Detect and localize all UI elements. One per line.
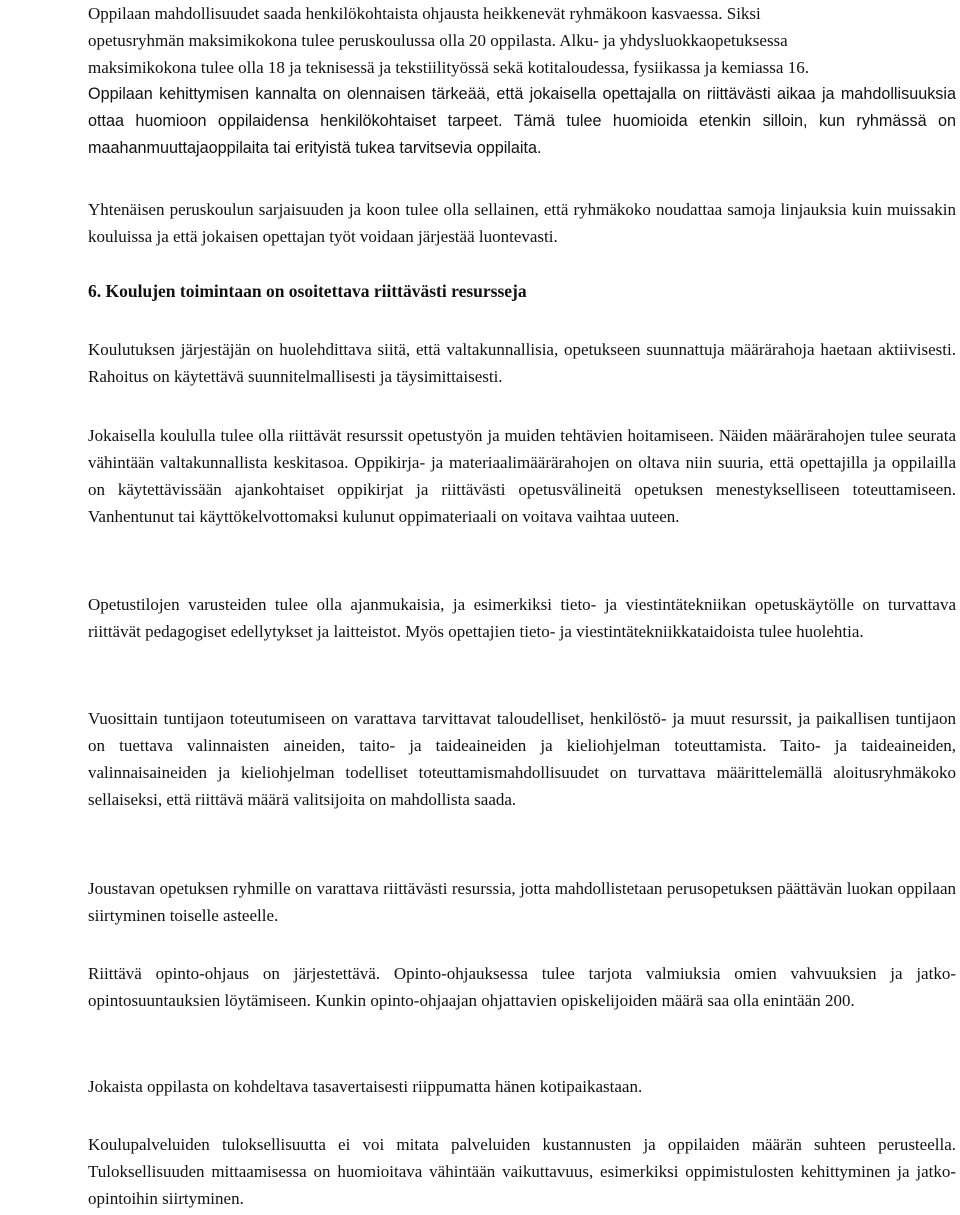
paragraph-9-text: Koulupalveluiden tuloksellisuutta ei voi mitata palveluiden kustannusten ja oppilaiden määrän suhteen perusteella. Tuloksellisuuden mittaamisessa on huomioitava vähintään vaikuttavuus, esimerkiksi oppimistulosten kehittyminen ja jatko-opintoihin siirtyminen.	[88, 1135, 956, 1208]
intro-paragraph	[88, 0, 956, 162]
paragraph-8	[88, 1073, 956, 1100]
paragraph-8-text: Jokaista oppilasta on kohdeltava tasavertaisesti riippumatta hänen kotipaikastaan.	[88, 1077, 643, 1096]
paragraph-3-text: Jokaisella koululla tulee olla riittävät resurssit opetustyön ja muiden tehtävien hoitamiseen. Näiden määrärahojen tulee seurata vähintään valtakunnallista keskitasoa. Oppikirja- ja materiaalimäärärahojen on oltava niin suuria, että opettajilla ja oppilailla on käytettävissään ajankohtaiset oppikirjat ja riittävästi opetusvälineitä opetuksen menestykselliseen toteuttamiseen. Vanhentunut tai käyttökelvottomaksi kulunut oppimateriaali on voitava vaihtaa uuteen.	[88, 426, 956, 526]
paragraph-3	[88, 422, 956, 530]
paragraph-4	[88, 591, 956, 645]
paragraph-6	[88, 875, 956, 929]
intro-line-2: opetusryhmän maksimikokona tulee peruskoulussa olla 20 oppilasta. Alku- ja yhdysluokkaopetuksessa	[88, 31, 788, 50]
paragraph-1	[88, 196, 956, 250]
paragraph-1-text: Yhtenäisen peruskoulun sarjaisuuden ja koon tulee olla sellainen, että ryhmäkoko noudattaa samoja linjauksia kuin muissakin kouluissa ja että jokaisen opettajan työt voidaan järjestää luontevasti.	[88, 200, 956, 246]
intro-sans-text: Oppilaan kehittymisen kannalta on olennaisen tärkeää, että jokaisella opettajalla on riittävästi aikaa ja mahdollisuuksia ottaa huomioon oppilaidensa henkilökohtaiset tarpeet. Tämä tulee huomioida etenkin silloin, kun ryhmässä on maahanmuuttajaoppilaita tai erityistä tukea tarvitsevia oppilaita.	[88, 85, 956, 157]
paragraph-4-text: Opetustilojen varusteiden tulee olla ajanmukaisia, ja esimerkiksi tieto- ja viestintätekniikan opetuskäytölle on turvattava riittävät pedagogiset edellytykset ja laitteistot. Myös opettajien tieto- ja viestintätekniikkataidoista tulee huolehtia.	[88, 595, 956, 641]
paragraph-2-text: Koulutuksen järjestäjän on huolehdittava siitä, että valtakunnallisia, opetukseen suunnattuja määrärahoja haetaan aktiivisesti. Rahoitus on käytettävä suunnitelmallisesti ja täysimittaisesti.	[88, 340, 956, 386]
paragraph-7	[88, 960, 956, 1014]
paragraph-7-text: Riittävä opinto-ohjaus on järjestettävä. Opinto-ohjauksessa tulee tarjota valmiuksia omien vahvuuksien ja jatko-opintosuuntauksien löytämiseen. Kunkin opinto-ohjaajan ohjattavien opiskelijoiden määrä saa olla enintään 200.	[88, 964, 956, 1010]
intro-line-3: maksimikokona tulee olla 18 ja teknisessä ja tekstiilityössä sekä kotitaloudessa, fysiikassa ja kemiassa 16.	[88, 58, 809, 77]
section-heading: 6. Koulujen toimintaan on osoitettava riittävästi resursseja	[88, 281, 527, 301]
paragraph-5	[88, 705, 956, 813]
paragraph-5-text: Vuosittain tuntijaon toteutumiseen on varattava tarvittavat taloudelliset, henkilöstö- ja muut resurssit, ja paikallisen tuntijaon on tuettava valinnaisten aineiden, taito- ja taideaineiden ja kieliohjelman toteuttamista. Taito- ja taideaineiden, valinnaisaineiden ja kieliohjelman todelliset toteuttamismahdollisuudet on turvattava määrittelemällä aloitusryhmäkoko sellaiseksi, että riittävä määrä valitsijoita on mahdollista saada.	[88, 709, 956, 809]
paragraph-2	[88, 336, 956, 390]
paragraph-9	[88, 1131, 956, 1212]
paragraph-6-text: Joustavan opetuksen ryhmille on varattava riittävästi resurssia, jotta mahdollistetaan perusopetuksen päättävän luokan oppilaan siirtyminen toiselle asteelle.	[88, 879, 956, 925]
intro-line-1: Oppilaan mahdollisuudet saada henkilökohtaista ohjausta heikkenevät ryhmäkoon kasvaessa. Siksi	[88, 4, 761, 23]
